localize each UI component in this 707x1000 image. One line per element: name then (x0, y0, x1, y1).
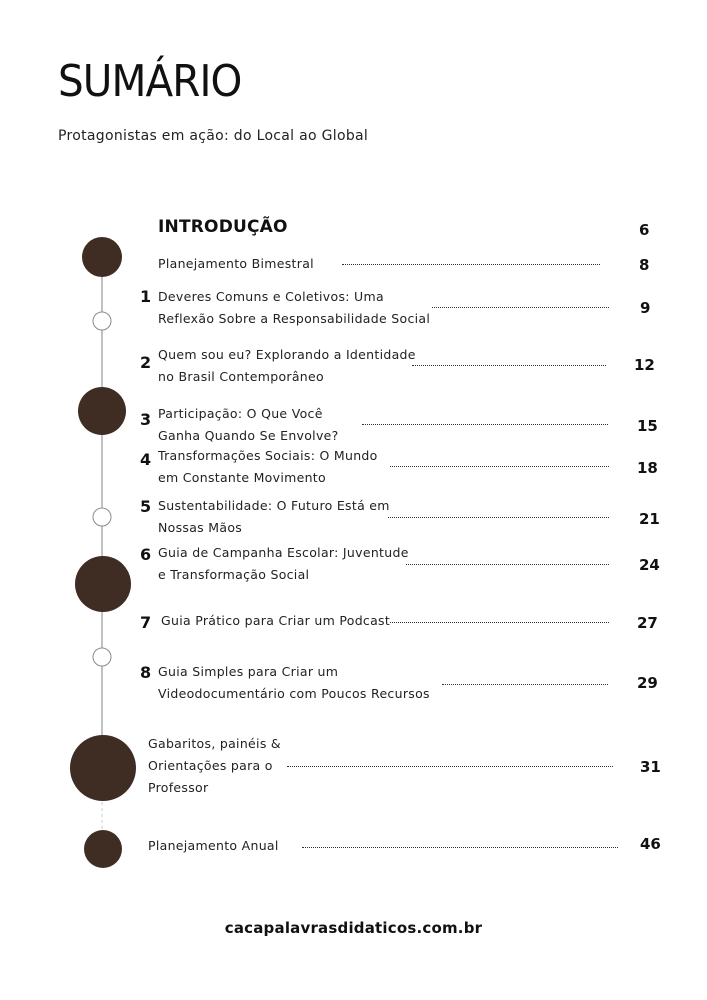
toc-entry-line: Guia Simples para Criar um (158, 664, 339, 679)
toc-entry-line: Planejamento Anual (148, 838, 279, 853)
leader-dots (432, 307, 609, 308)
toc-entry-line: Gabaritos, painéis & (148, 736, 281, 751)
leader-dots (390, 466, 609, 467)
toc-entry-line: em Constante Movimento (158, 470, 326, 485)
toc-entry-line: Quem sou eu? Explorando a Identidade (158, 347, 416, 362)
leader-dots (342, 264, 600, 265)
toc-entry-line: Transformações Sociais: O Mundo (158, 448, 378, 463)
toc-entry-line: Guia Prático para Criar um Podcast (161, 613, 391, 628)
toc-page-number: 9 (640, 299, 651, 317)
toc-entry-planejamento-anual[interactable] (148, 835, 279, 857)
timeline-dot-large (70, 735, 136, 801)
leader-dots (388, 517, 609, 518)
toc-entry-line: Nossas Mãos (158, 520, 243, 535)
toc-page-number: 12 (634, 356, 655, 374)
toc-page-number: 46 (640, 835, 661, 853)
leader-dots (412, 365, 606, 366)
toc-chapter-number: 3 (140, 410, 152, 429)
toc-entry-line: e Transformação Social (158, 567, 310, 582)
timeline-dot-hollow (93, 508, 111, 526)
toc-entry-chapter-6[interactable] (158, 542, 409, 586)
toc-entry-chapter-4[interactable] (158, 445, 378, 489)
toc-entry-line: Participação: O Que Você (158, 406, 323, 421)
timeline-dot-hollow (93, 648, 111, 666)
page-title: SUMÁRIO (58, 56, 242, 107)
timeline-dot-large (82, 237, 122, 277)
toc-page-number: 8 (639, 256, 650, 274)
toc-chapter-number: 2 (140, 353, 152, 372)
intro-page-number: 6 (639, 221, 650, 239)
toc-chapter-number: 4 (140, 450, 152, 469)
toc-entry-line: Orientações para o (148, 758, 273, 773)
toc-page-number: 31 (640, 758, 661, 776)
toc-entry-chapter-8[interactable] (158, 661, 430, 705)
toc-page-number: 21 (639, 510, 660, 528)
toc-entry-line: no Brasil Contemporâneo (158, 369, 324, 384)
toc-page-number: 24 (639, 556, 660, 574)
toc-entry-line: Professor (148, 780, 209, 795)
toc-entry-line: Sustentabilidade: O Futuro Está em (158, 498, 390, 513)
toc-chapter-number: 1 (140, 287, 152, 306)
leader-dots (406, 564, 609, 565)
timeline-dot-hollow (93, 312, 111, 330)
toc-entry-line: Ganha Quando Se Envolve? (158, 428, 339, 443)
toc-entry-chapter-7[interactable] (161, 610, 390, 632)
toc-entry-chapter-1[interactable] (158, 286, 430, 330)
toc-entry-planejamento-bimestral[interactable] (158, 253, 314, 275)
timeline-dot-medium (84, 830, 122, 868)
toc-entry-chapter-2[interactable] (158, 344, 416, 388)
toc-entry-gabaritos[interactable] (148, 733, 281, 799)
toc-entry-line: Deveres Comuns e Coletivos: Uma (158, 289, 384, 304)
page-subtitle: Protagonistas em ação: do Local ao Global (58, 128, 369, 144)
intro-heading[interactable]: INTRODUÇÃO (158, 217, 288, 237)
toc-chapter-number: 7 (140, 613, 152, 632)
toc-page-number: 29 (637, 674, 658, 692)
toc-page-number: 27 (637, 614, 658, 632)
toc-page-number: 18 (637, 459, 658, 477)
toc-entry-line: Videodocumentário com Poucos Recursos (158, 686, 430, 701)
toc-entry-chapter-3[interactable] (158, 403, 339, 447)
leader-dots (442, 684, 608, 685)
toc-page-number: 15 (637, 417, 658, 435)
leader-dots (287, 766, 613, 767)
toc-entry-line: Planejamento Bimestral (158, 256, 314, 271)
footer-website[interactable]: cacapalavrasdidaticos.com.br (224, 919, 483, 937)
leader-dots (302, 847, 618, 848)
toc-chapter-number: 6 (140, 545, 152, 564)
leader-dots (390, 622, 609, 623)
toc-entry-line: Guia de Campanha Escolar: Juventude (158, 545, 409, 560)
toc-chapter-number: 5 (140, 497, 152, 516)
toc-entry-chapter-5[interactable] (158, 495, 390, 539)
toc-chapter-number: 8 (140, 663, 152, 682)
leader-dots (362, 424, 608, 425)
timeline-dot-large (75, 556, 131, 612)
timeline-dot-large (78, 387, 126, 435)
toc-entry-line: Reflexão Sobre a Responsabilidade Social (158, 311, 431, 326)
